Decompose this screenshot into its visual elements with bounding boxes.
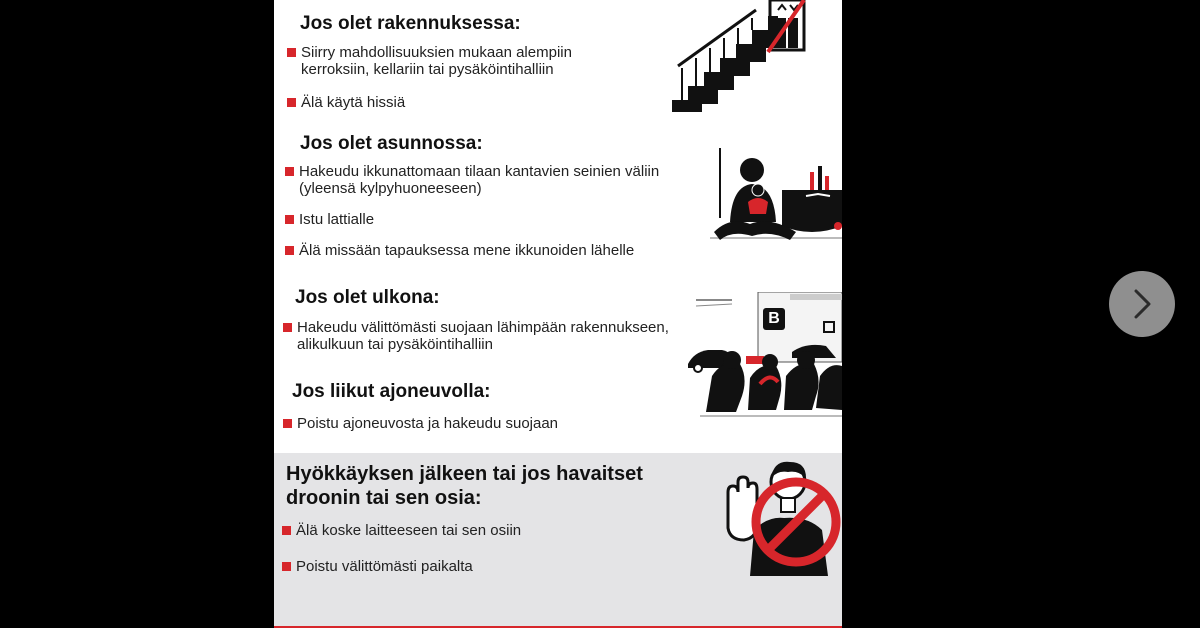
chevron-right-icon <box>1109 271 1175 337</box>
bullet-outside-1: Hakeudu välittömästi suojaan lähimpään rakennukseen, alikulkuun tai pysäköintihalliin <box>283 319 687 353</box>
stairs-elevator-icon <box>670 0 810 116</box>
bullet-apartment-1: Hakeudu ikkunattomaan tilaan kantavien seinien väliin (yleensä kylpyhuoneeseen) <box>285 163 699 197</box>
bullet-building-2: Älä käytä hissiä <box>287 94 631 111</box>
section-heading-apartment: Jos olet asunnossa: <box>300 133 483 154</box>
bullet-vehicle-1: Poistu ajoneuvosta ja hakeudu suojaan <box>283 415 687 432</box>
shelter-sign: B <box>763 308 785 330</box>
bullet-after-attack-1: Älä koske laitteeseen tai sen osiin <box>282 522 686 539</box>
shelter-crouching-people-illustration <box>686 292 842 422</box>
bullet-apartment-3: Älä missään tapauksessa mene ikkunoiden lähelle <box>285 242 699 259</box>
section-heading-outside: Jos olet ulkona: <box>295 287 440 308</box>
parent-child-bathroom-icon <box>710 146 842 250</box>
section-heading-after-attack: Hyökkäyksen jälkeen tai jos havaitset droonin tai sen osia: <box>286 463 643 509</box>
next-slide-button[interactable] <box>1109 271 1175 337</box>
section-heading-vehicle: Jos liikut ajoneuvolla: <box>292 381 491 402</box>
bullet-building-1: Siirry mahdollisuuksien mukaan alempiin kerroksiin, kellariin tai pysäköintihalliin <box>287 44 631 78</box>
infographic-panel <box>274 0 842 628</box>
do-not-touch-prohibited-icon <box>724 460 842 584</box>
bullet-after-attack-2: Poistu välittömästi paikalta <box>282 558 686 575</box>
section-heading-building: Jos olet rakennuksessa: <box>300 13 521 34</box>
bullet-apartment-2: Istu lattialle <box>285 211 699 228</box>
